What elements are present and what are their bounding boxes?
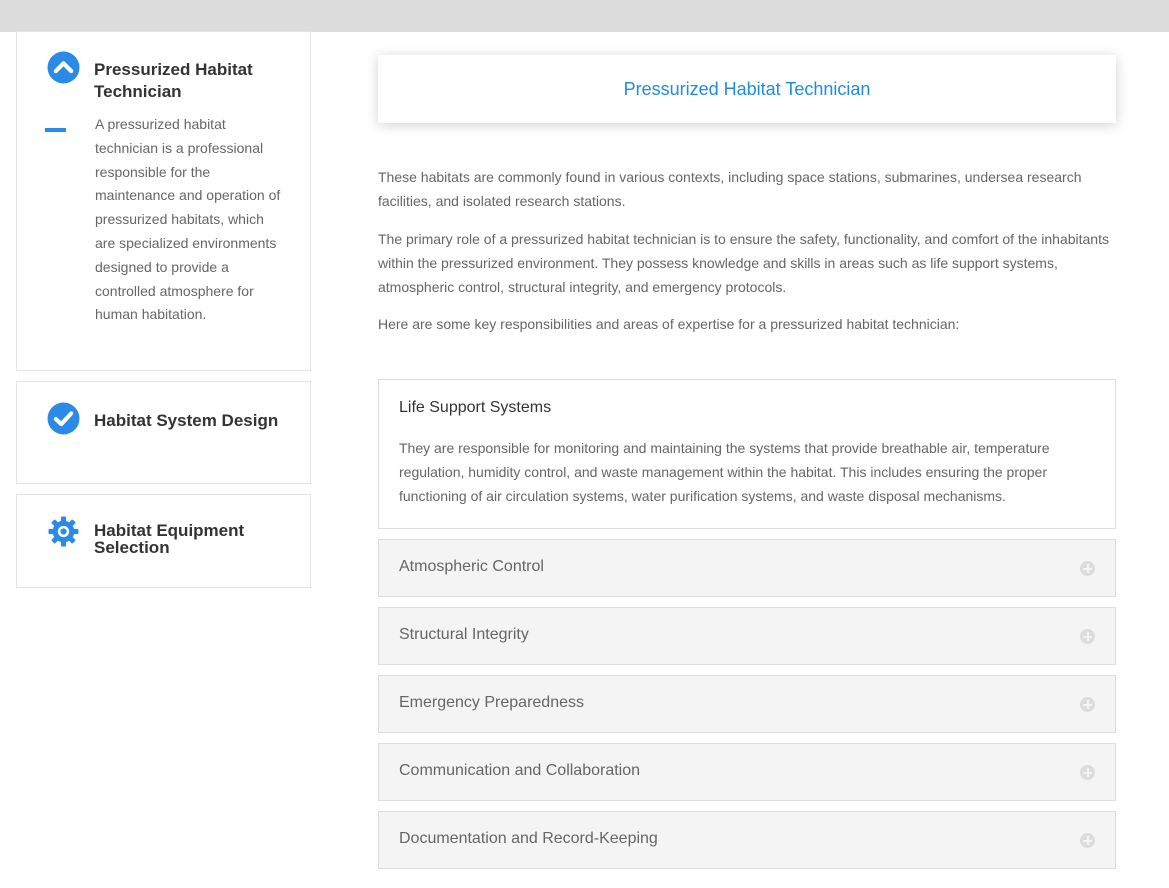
plus-circle-icon[interactable] (1080, 629, 1095, 644)
accordion-item-emergency-preparedness[interactable] (378, 675, 1116, 733)
accordion-title[interactable]: Atmospheric Control (399, 558, 544, 575)
intro-paragraph: These habitats are commonly found in various contexts, including space stations, submarines, undersea research facilities, and isolated research stations. (378, 169, 1082, 209)
accordion-item-documentation-and-record-keeping[interactable] (378, 811, 1116, 869)
plus-circle-icon[interactable] (1080, 561, 1095, 576)
sidebar-card-habitat-equipment-selection[interactable] (16, 494, 311, 588)
accordion-item-atmospheric-control[interactable] (378, 539, 1116, 597)
plus-circle-icon[interactable] (1080, 833, 1095, 848)
page-title: Pressurized Habitat Technician (623, 78, 871, 99)
accordion-title[interactable]: Life Support Systems (399, 399, 552, 416)
plus-circle-icon[interactable] (1080, 697, 1095, 712)
check-circle-icon[interactable] (47, 402, 80, 435)
page-title-banner (378, 55, 1116, 123)
accordion-item-structural-integrity[interactable] (378, 607, 1116, 665)
card-description: A pressurized habitat technician is a professional responsible for the maintenance and operation of pressurized habitats, which are specialized environments designed to provide a controlled atmosphere for human habitation. (95, 116, 281, 323)
sidebar-card-pressurized-habitat-technician[interactable] (16, 31, 311, 371)
accordion-title[interactable]: Communication and Collaboration (399, 762, 641, 779)
intro-paragraph: The primary role of a pressurized habitat technician is to ensure the safety, functionality, and comfort of the inhabitants within the pressurized environment. They possess knowledge and skills in areas such as life support systems, atmospheric control, structural integrity, and emergency protocols. (378, 231, 1109, 295)
accordion-title[interactable]: Emergency Preparedness (399, 694, 584, 711)
card-title[interactable]: Habitat System Design (94, 411, 279, 430)
card-title[interactable]: Habitat Equipment Selection (94, 521, 245, 557)
accordion-title[interactable]: Documentation and Record-Keeping (399, 830, 658, 847)
sidebar-card-habitat-system-design[interactable] (16, 381, 311, 484)
top-bar (0, 0, 1169, 32)
accordion-body: They are responsible for monitoring and maintaining the systems that provide breathable air, temperature regulation, humidity control, and waste management within the habitat. This includes ensuring the proper functioning of air circulation systems, water purification systems, and waste disposal mechanisms. (399, 440, 1050, 504)
accent-dash (45, 128, 66, 132)
chevron-up-circle-icon[interactable] (47, 51, 80, 84)
plus-circle-icon[interactable] (1080, 765, 1095, 780)
accordion-title[interactable]: Structural Integrity (399, 626, 529, 643)
card-title[interactable]: Pressurized Habitat Technician (94, 60, 253, 101)
intro-paragraph: Here are some key responsibilities and areas of expertise for a pressurized habitat technician: (378, 316, 960, 332)
accordion-item-communication-and-collaboration[interactable] (378, 743, 1116, 801)
accordion-item-life-support-systems[interactable] (378, 379, 1116, 529)
gear-icon[interactable] (47, 515, 80, 548)
